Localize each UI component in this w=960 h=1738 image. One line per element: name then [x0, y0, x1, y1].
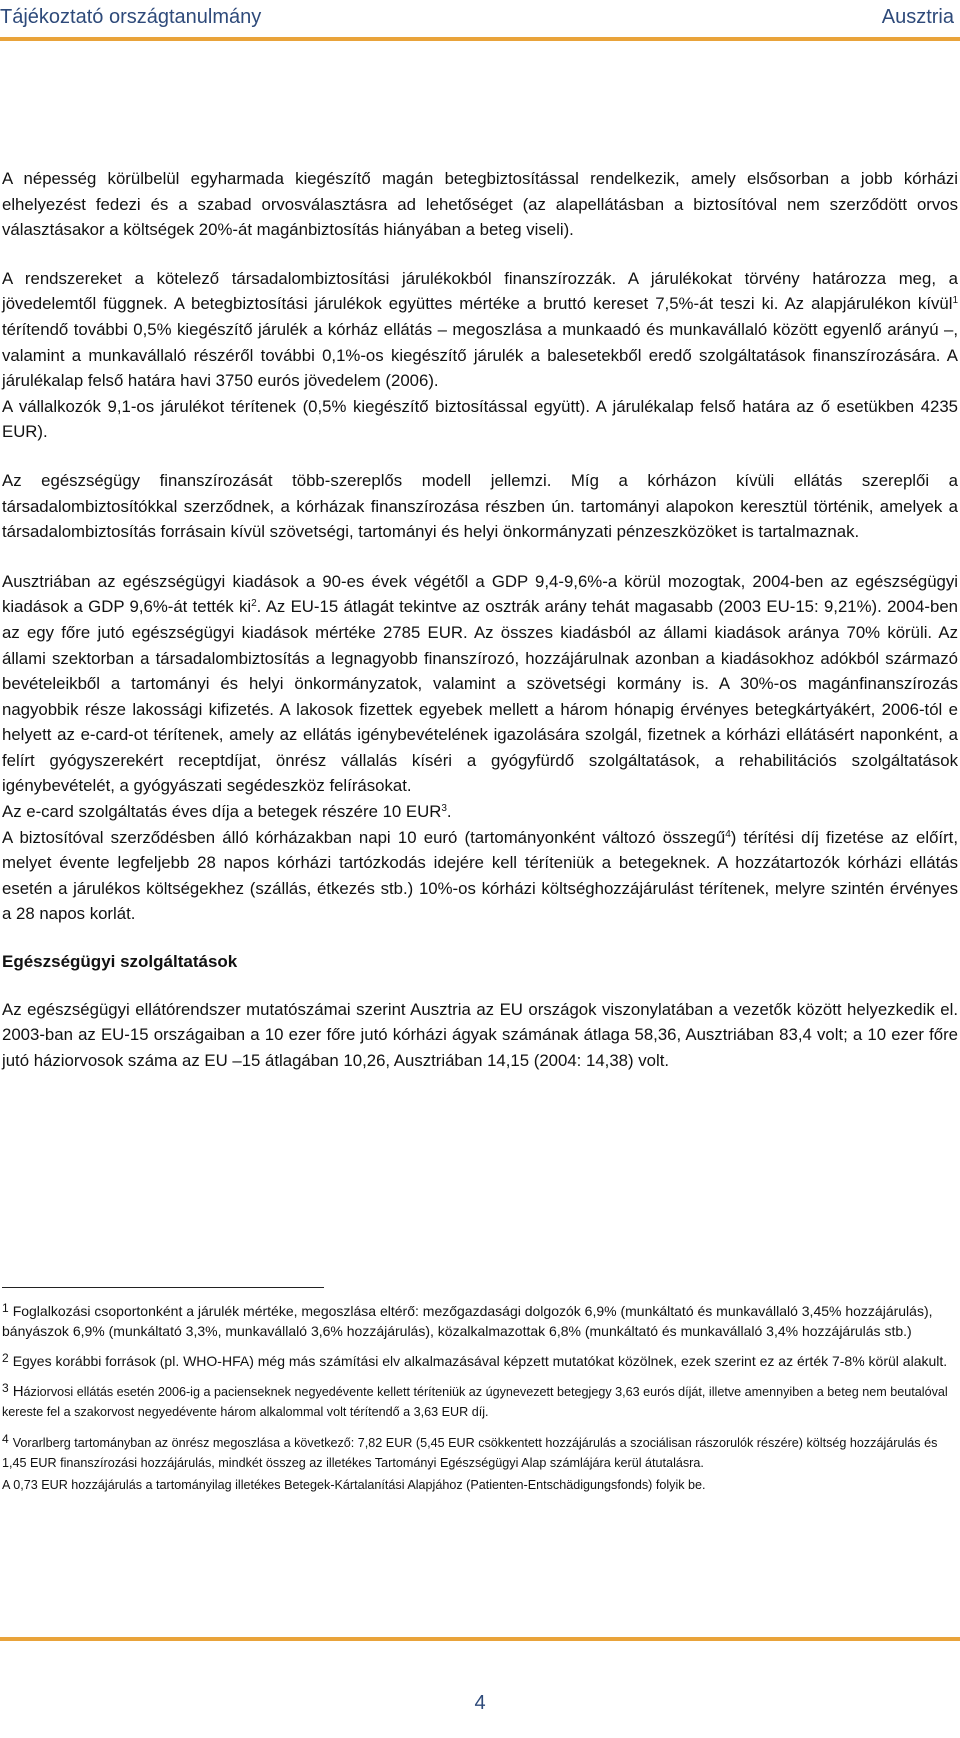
paragraph-expenditure — [2, 569, 958, 799]
paragraph-text: Ausztriában az egészségügyi kiadások a 90-es évek végétől a GDP 9,4-9,6%-a körül mozogtak, 2004-ben az egészségügyi kiadások a GDP 9,6%-át tették ki — [2, 571, 958, 617]
page-number: 4 — [474, 1692, 486, 1714]
document-title: Tájékoztató országtanulmány — [0, 6, 262, 28]
footnote-number: 3 — [2, 1381, 9, 1395]
footer-rule — [0, 1637, 960, 1641]
footnote-ref-1[interactable]: 1 — [952, 295, 958, 307]
paragraph-text: Az e-card szolgáltatás éves díja a betegek részére 10 EUR — [2, 802, 442, 822]
footnote-ref-3[interactable]: 3 — [441, 803, 447, 815]
footnote-initial: H — [12, 1383, 24, 1400]
paragraph-ecard — [2, 799, 958, 825]
main-content — [2, 166, 958, 1073]
paragraph-private-insurance: A népesség körülbelül egyharmada kiegészítő magán betegbiztosítással rendelkezik, amely elsősorban a jobb kórházi elhelyezést fedezi és a szabad orvosválasztásra ad lehetőséget (az alapellátásban a biztosítóval nem szerződött orvos választásakor a költségek 20%-át magánbiztosítás hiányában a beteg viseli). — [2, 169, 958, 240]
footnote-number: 4 — [2, 1432, 9, 1446]
paragraph-text: térítendő további 0,5% kiegészítő járulék a kórház ellátás – megoszlása a munkaadó és munkavállaló között egyenlő arányú –, valamint a munkavállaló részéről további 0,1%-os kiegészítő járulék a balesetekből eredő szolgáltatások finanszírozására. A járulékalap felső határa havi 3750 eurós jövedelem (2006). — [2, 319, 958, 391]
footnote-number: 1 — [2, 1301, 9, 1315]
paragraph-text: A biztosítóval szerződésben álló kórházakban napi 10 euró (tartományonként változó összegű — [2, 827, 726, 847]
footnote-2 — [2, 1348, 958, 1371]
section-heading: Egészségügyi szolgáltatások — [2, 952, 238, 972]
footnote-number: 2 — [2, 1351, 9, 1365]
footnote-separator — [2, 1287, 324, 1288]
footnote-ref-4[interactable]: 4 — [725, 828, 731, 840]
paragraph-entrepreneurs: A vállalkozók 9,1-os járulékot térítenek (0,5% kiegészítő biztosítással együtt). A járulékalap felső határa az ő esetükben 4235 EUR). — [2, 396, 958, 442]
country-name: Ausztria — [881, 6, 954, 28]
paragraph-text: . — [446, 802, 452, 822]
footnote-4 — [2, 1429, 958, 1473]
paragraph-text: . Az EU-15 átlagát tekintve az osztrák arány tehát magasabb (2003 EU-15: 9,21%). 2004-ben az egy főre jutó egészségügyi kiadások mértéke 2785 EUR. Az összes kiadásból az állami kiadások aránya 70% körüli. Az állami szektorban a társadalombiztosítás a legnagyobb finanszírozó, hozzájárulnak azonban a kiadásokhoz adókból származó bevételeikből a tartományi és helyi önkormányzatok, valamint a szövetségi kormány is. A 30%-os magánfinanszírozás nagyobbik része lakossági kifizetés. A lakosok fizettek egyebek mellett a három hónapig érvényes betegkártyákért, 2006-tól e helyett az e-card-ot térítenek, amely az ellátás igénybevételének igazolására szolgál, fizetnek a kórházi ellátásért naponként, a felírt gyógyszerekért receptdíjat, önrész vállalás kíséri a gyógyfürdő szolgáltatások, a rehabilitációs szolgáltatások igénybevételét, a gyógyászati segédeszköz felírásokat. — [2, 597, 958, 796]
header-rule — [0, 37, 960, 41]
paragraph-financing-model: Az egészségügy finanszírozását több-szereplős modell jellemzi. Míg a kórházon kívüli ellátás szereplői a társadalombiztosítókkal szerződnek, a kórházak finanszírozása részben ún. tartományi alapokon keresztül történik, amelyek a társadalombiztosítás forrásain kívül szövetségi, tartományi és helyi önkormányzati pénzeszközöket is tartalmaznak. — [2, 470, 958, 542]
footnotes — [2, 1298, 958, 1502]
paragraph-hospital-fees — [2, 825, 958, 927]
footnote-ref-2[interactable]: 2 — [251, 598, 257, 610]
footnote-text: Foglalkozási csoportonként a járulék mértéke, megoszlása eltérő: mezőgazdasági dolgozók 6,9% (munkáltató és munkavállaló 3,45% hozzájárulás), bányászok 6,9% (munkáltató 3,3%, munkavállaló 3,6% hozzájárulás), közalkalmazottak 6,8% (munkáltató és munkavállaló 3,4% hozzájárulás stb.) — [2, 1303, 933, 1339]
paragraph-indicators: Az egészségügyi ellátórendszer mutatószámai szerint Ausztria az EU országok viszonylatában a vezetők között helyezkedik el. 2003-ban az EU-15 országaiban a 10 ezer főre jutó kórházi ágyak számának átlaga 58,36, Ausztriában 83,4 volt; a 10 ezer főre jutó háziorvosok száma az EU –15 átlagában 10,26, Ausztriában 14,15 (2004: 14,38) volt. — [2, 999, 958, 1070]
paragraph-text: A rendszereket a kötelező társadalombiztosítási járulékokból finanszírozzák. A járulékokat törvény határozza meg, a jövedelemtől függnek. A betegbiztosítási járulékok együttes mértéke a bruttó kereset 7,5%-át teszi ki. Az alapjárulékon kívül — [2, 268, 958, 314]
footnote-text: Egyes korábbi források (pl. WHO-HFA) még más számítási elv alkalmazásával képzett mutatókat közölnek, ezek szerint ez az érték 7-8% körül alakult. — [12, 1353, 948, 1369]
page-header — [0, 0, 960, 36]
footnote-text: áziorvosi ellátás esetén 2006-ig a pacienseknek negyedévente kellett téríteniük az úgynevezett betegjegy 3,63 eurós díját, illetve amennyiben a beteg nem beutalóval kereste fel a szakorvost negyedévente három alkalommal volt térítendő a 3,63 EUR díj. — [2, 1385, 948, 1419]
footnote-1 — [2, 1298, 958, 1341]
footnote-4-continued: A 0,73 EUR hozzájárulás a tartományilag illetékes Betegek-Kártalanítási Alapjához (Patienten-Entschädigungsfonds) folyik be. — [2, 1478, 706, 1492]
footnote-text: Vorarlberg tartományban az önrész megoszlása a következő: 7,82 EUR (5,45 EUR csökkentett hozzájárulás a szociálisan rászorulók részére) költség hozzájárulás és 1,45 EUR finanszírozási hozzájárulás, mindkét összeg az illetékes Tartományi Egészségügyi Alap számlájára kerül átutalásra. — [2, 1436, 938, 1470]
paragraph-text: ) térítési díj fizetése az előírt, melyet évente legfeljebb 28 napos kórházi tartózkodás idejére kell téríteniük a betegeknek. A hozzátartozók kórházi ellátás esetén a járulékos költségekhez (szállás, étkezés stb.) 10%-os kórházi költséghozzájárulást térítenek, melyre szintén érvényes a 28 napos korlát. — [2, 827, 958, 924]
footnote-3 — [2, 1378, 958, 1422]
paragraph-contributions — [2, 266, 958, 394]
